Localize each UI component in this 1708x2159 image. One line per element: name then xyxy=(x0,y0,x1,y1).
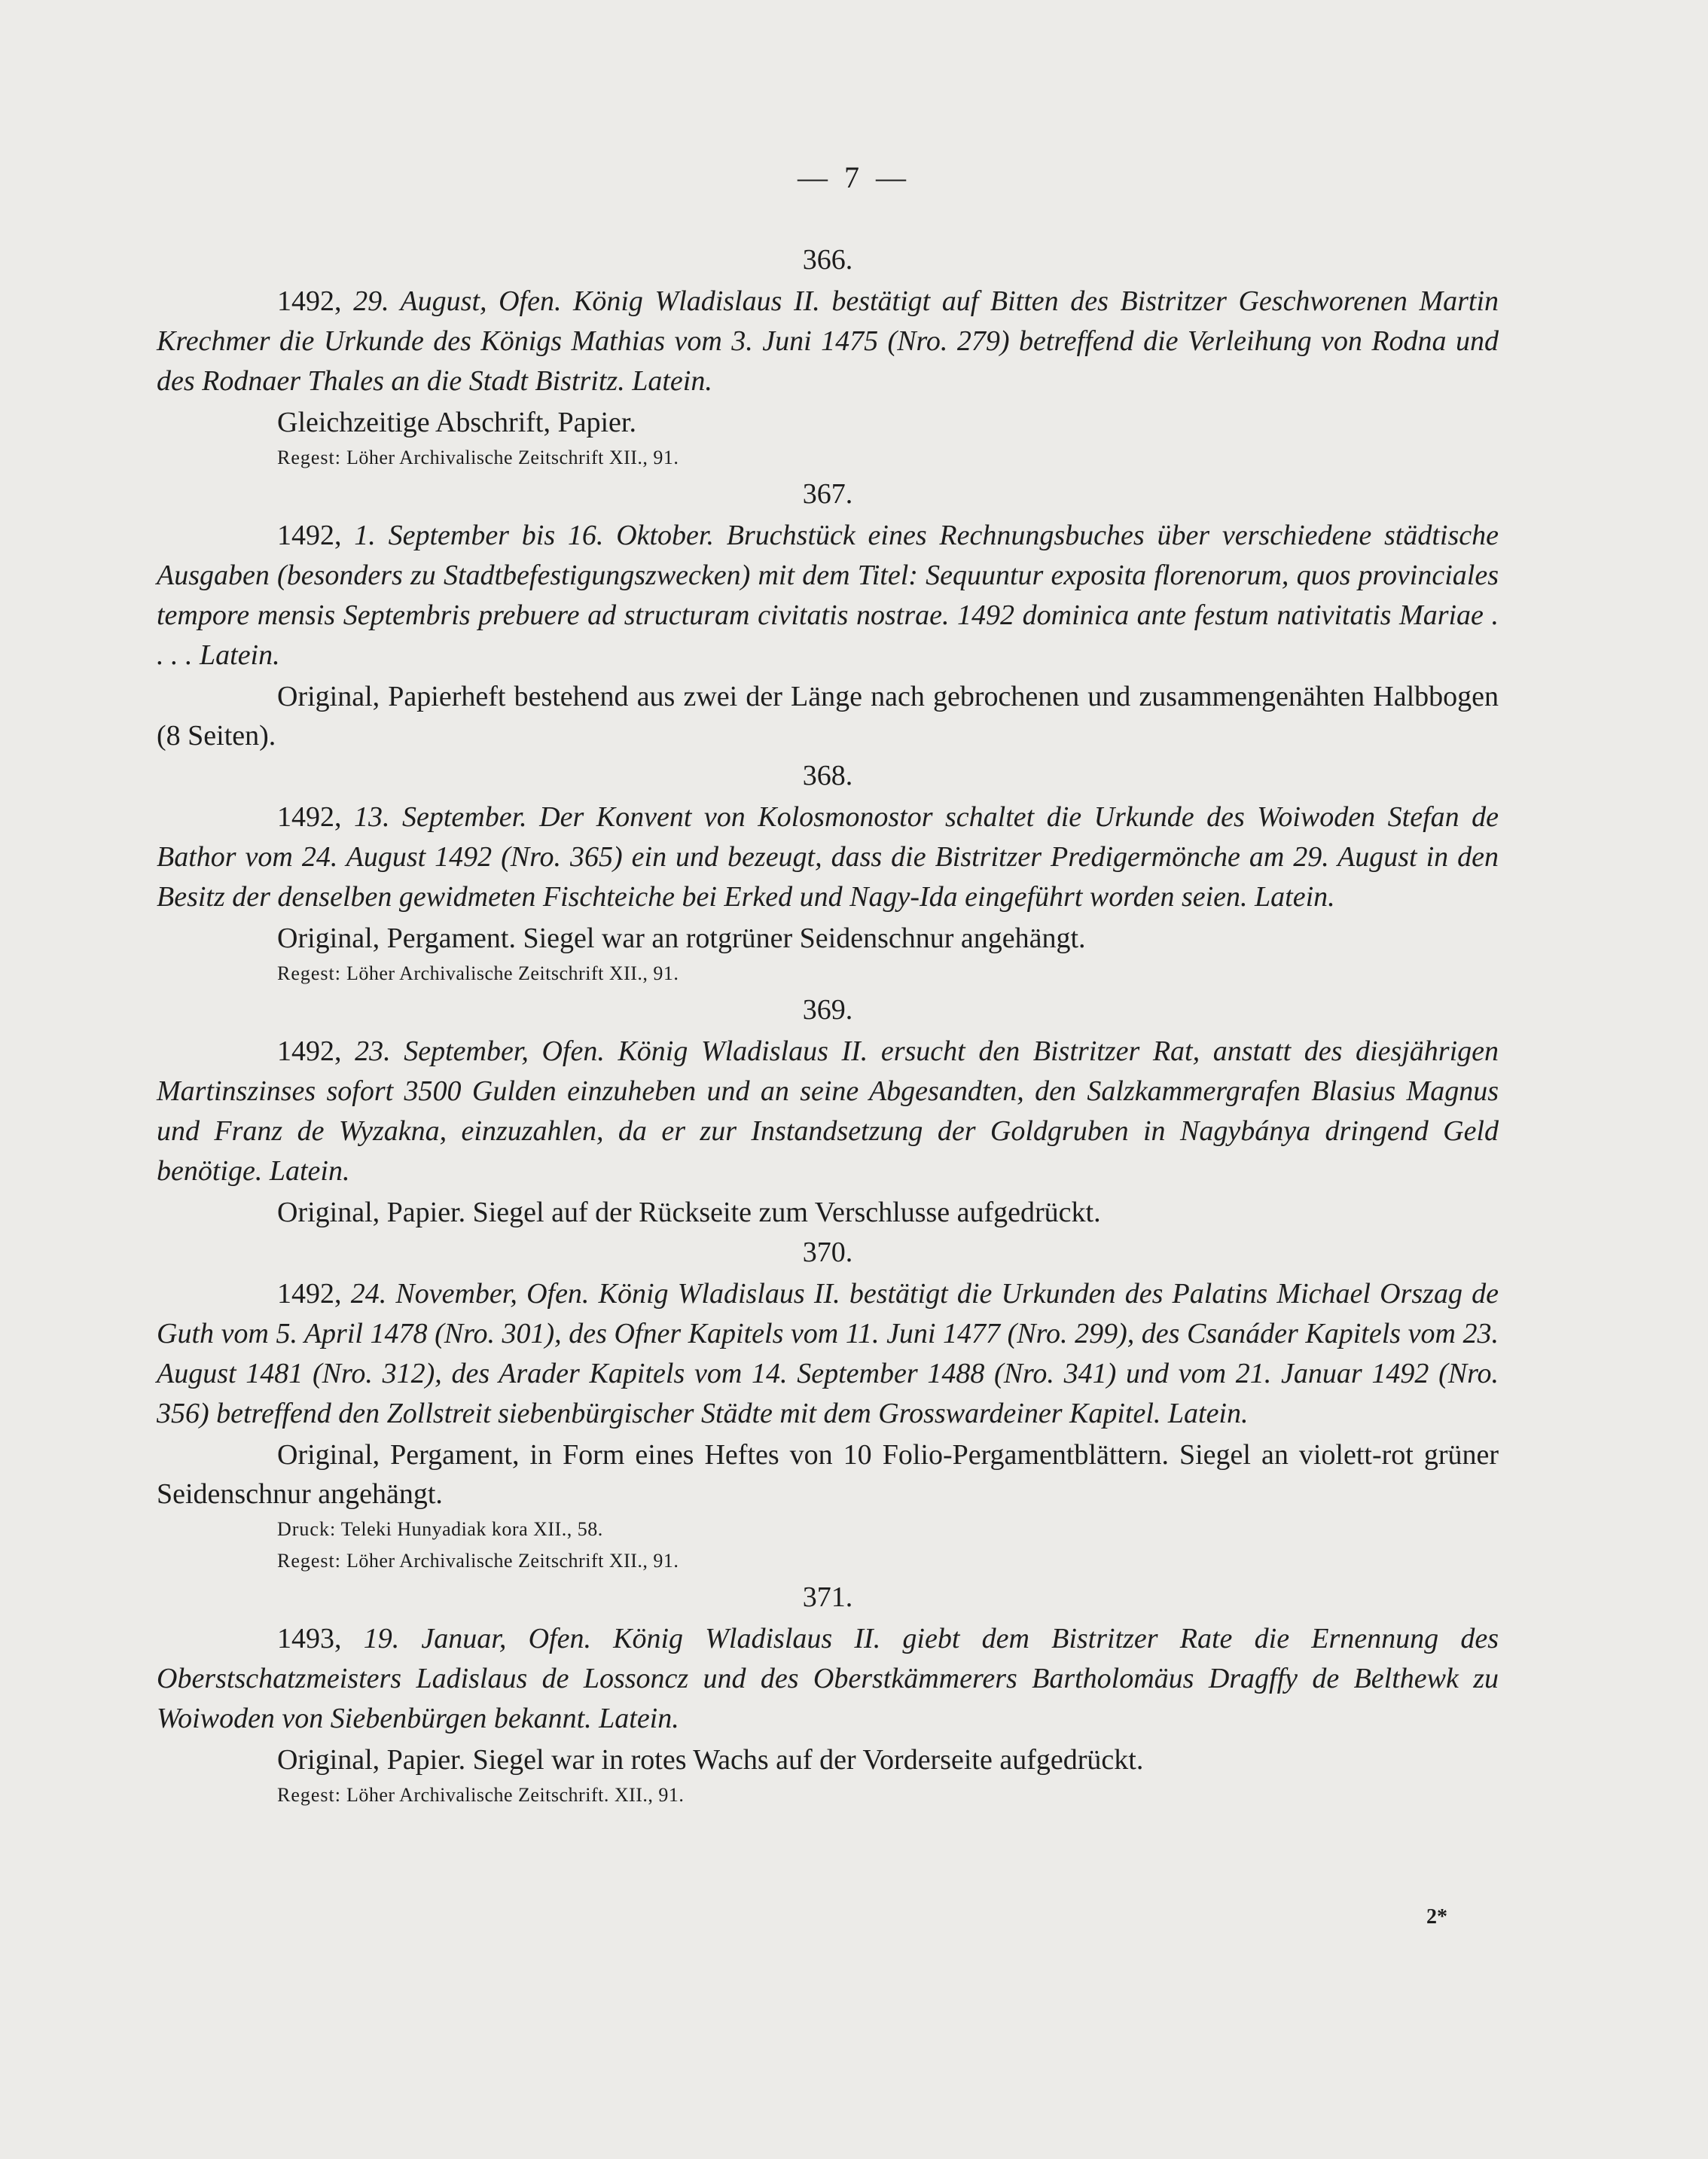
entry-source: Original, Papier. Siegel auf der Rückseite zum Verschlusse aufgedrückt. xyxy=(277,1197,1101,1228)
entry-summary-text: 1. September bis 16. Oktober. Bruchstück eines Rechnungsbuches über verschiedene städtische Ausgaben (besonders zu Stadtbefestigungszwecken) mit dem Titel: Sequuntur exposita florenorum, quos provinciales tempore mensis Septembris prebuere ad structuram civitatis nostrae. 1492 dominica ante festum nativitatis Mariae . . . . Latein. xyxy=(157,520,1499,671)
entry-reference xyxy=(277,958,1499,990)
entry-number: 370. xyxy=(802,1237,853,1268)
entry-summary xyxy=(157,1274,1499,1434)
entry-370 xyxy=(157,1232,1499,1577)
entry-year: 1492, xyxy=(277,520,342,551)
entry-reference xyxy=(277,1514,1499,1545)
entry-367 xyxy=(157,474,1499,755)
entries-container xyxy=(157,239,1499,1811)
entry-371 xyxy=(157,1577,1499,1811)
entry-source: Original, Papierheft bestehend aus zwei der Länge nach gebrochenen und zusammengenähten Halbbogen (8 Seiten). xyxy=(157,681,1499,752)
entry-366 xyxy=(157,239,1499,474)
entry-source: Gleichzeitige Abschrift, Papier. xyxy=(277,407,636,438)
entry-year: 1492, xyxy=(277,285,342,317)
entry-source: Original, Pergament. Siegel war an rotgrüner Seidenschnur angehängt. xyxy=(277,922,1086,954)
entry-summary xyxy=(157,282,1499,401)
reference-text: Teleki Hunyadiak kora XII., 58. xyxy=(340,1518,603,1540)
entry-summary-text: 19. Januar, Ofen. König Wladislaus II. giebt dem Bistritzer Rate die Ernennung des Oberstschatzmeisters Ladislaus de Lossoncz und des Oberstkämmerers Bartholomäus Dragffy de Belthewk zu Woiwoden von Siebenbürgen bekannt. Latein. xyxy=(157,1623,1499,1734)
entry-source: Original, Papier. Siegel war in rotes Wachs auf der Vorderseite aufgedrückt. xyxy=(277,1744,1144,1776)
entry-source: Original, Pergament, in Form eines Heftes von 10 Folio-Pergamentblättern. Siegel an violett-rot grüner Seidenschnur angehängt. xyxy=(157,1439,1499,1510)
entry-summary xyxy=(157,1619,1499,1739)
entry-reference xyxy=(277,1545,1499,1577)
entry-year: 1492, xyxy=(277,1278,342,1310)
entry-number: 368. xyxy=(802,760,853,791)
entry-reference xyxy=(277,442,1499,474)
entry-number: 367. xyxy=(802,478,853,510)
reference-text: Löher Archivalische Zeitschrift. XII., 91. xyxy=(346,1784,685,1806)
reference-text: Löher Archivalische Zeitschrift XII., 91. xyxy=(346,1550,679,1572)
reference-label: Regest: xyxy=(277,1784,341,1806)
entry-summary xyxy=(157,1032,1499,1191)
reference-text: Löher Archivalische Zeitschrift XII., 91. xyxy=(346,962,679,984)
entry-number: 371. xyxy=(802,1581,853,1613)
entry-summary-text: 13. September. Der Konvent von Kolosmonostor schaltet die Urkunde des Woiwoden Stefan de Bathor vom 24. August 1492 (Nro. 365) ein und bezeugt, dass die Bistritzer Predigermönche am 29. August in den Besitz der denselben gewidmeten Fischteiche bei Erked und Nagy-Ida eingeführt worden seien. Latein. xyxy=(157,801,1499,913)
reference-label: Regest: xyxy=(277,447,341,468)
signature-mark: 2* xyxy=(1426,1905,1447,1929)
reference-label: Regest: xyxy=(277,962,341,984)
entry-368 xyxy=(157,755,1499,990)
reference-text: Löher Archivalische Zeitschrift XII., 91. xyxy=(346,447,679,468)
page-number: — 7 — xyxy=(798,160,910,194)
entry-369 xyxy=(157,990,1499,1232)
entry-summary-text: 24. November, Ofen. König Wladislaus II. bestätigt die Urkunden des Palatins Michael Orszag de Guth vom 5. April 1478 (Nro. 301), des Ofner Kapitels vom 11. Juni 1477 (Nro. 299), des Csanáder Kapitels vom 23. August 1481 (Nro. 312), des Arader Kapitels vom 14. September 1488 (Nro. 341) und vom 21. Januar 1492 (Nro. 356) betreffend den Zollstreit siebenbürgischer Städte mit dem Grosswardeiner Kapitel. Latein. xyxy=(157,1278,1499,1429)
entry-year: 1492, xyxy=(277,801,342,833)
entry-summary xyxy=(157,516,1499,675)
entry-summary-text: 29. August, Ofen. König Wladislaus II. bestätigt auf Bitten des Bistritzer Geschworenen Martin Krechmer die Urkunde des Königs Mathias vom 3. Juni 1475 (Nro. 279) betreffend die Verleihung von Rodna und des Rodnaer Thales an die Stadt Bistritz. Latein. xyxy=(157,285,1499,397)
entry-summary-text: 23. September, Ofen. König Wladislaus II. ersucht den Bistritzer Rat, anstatt des diesjährigen Martinszinses sofort 3500 Gulden einzuheben und an seine Abgesandten, den Salzkammergrafen Blasius Magnus und Franz de Wyzakna, einzuzahlen, da er zur Instandsetzung der Goldgruben in Nagybánya dringend Geld benötige. Latein. xyxy=(157,1035,1499,1187)
entry-year: 1493, xyxy=(277,1623,342,1654)
reference-label: Druck: xyxy=(277,1518,337,1540)
entry-year: 1492, xyxy=(277,1035,342,1067)
entry-number: 366. xyxy=(802,244,853,276)
entry-summary xyxy=(157,797,1499,917)
entry-reference xyxy=(277,1779,1499,1811)
entry-number: 369. xyxy=(802,994,853,1026)
reference-label: Regest: xyxy=(277,1550,341,1572)
